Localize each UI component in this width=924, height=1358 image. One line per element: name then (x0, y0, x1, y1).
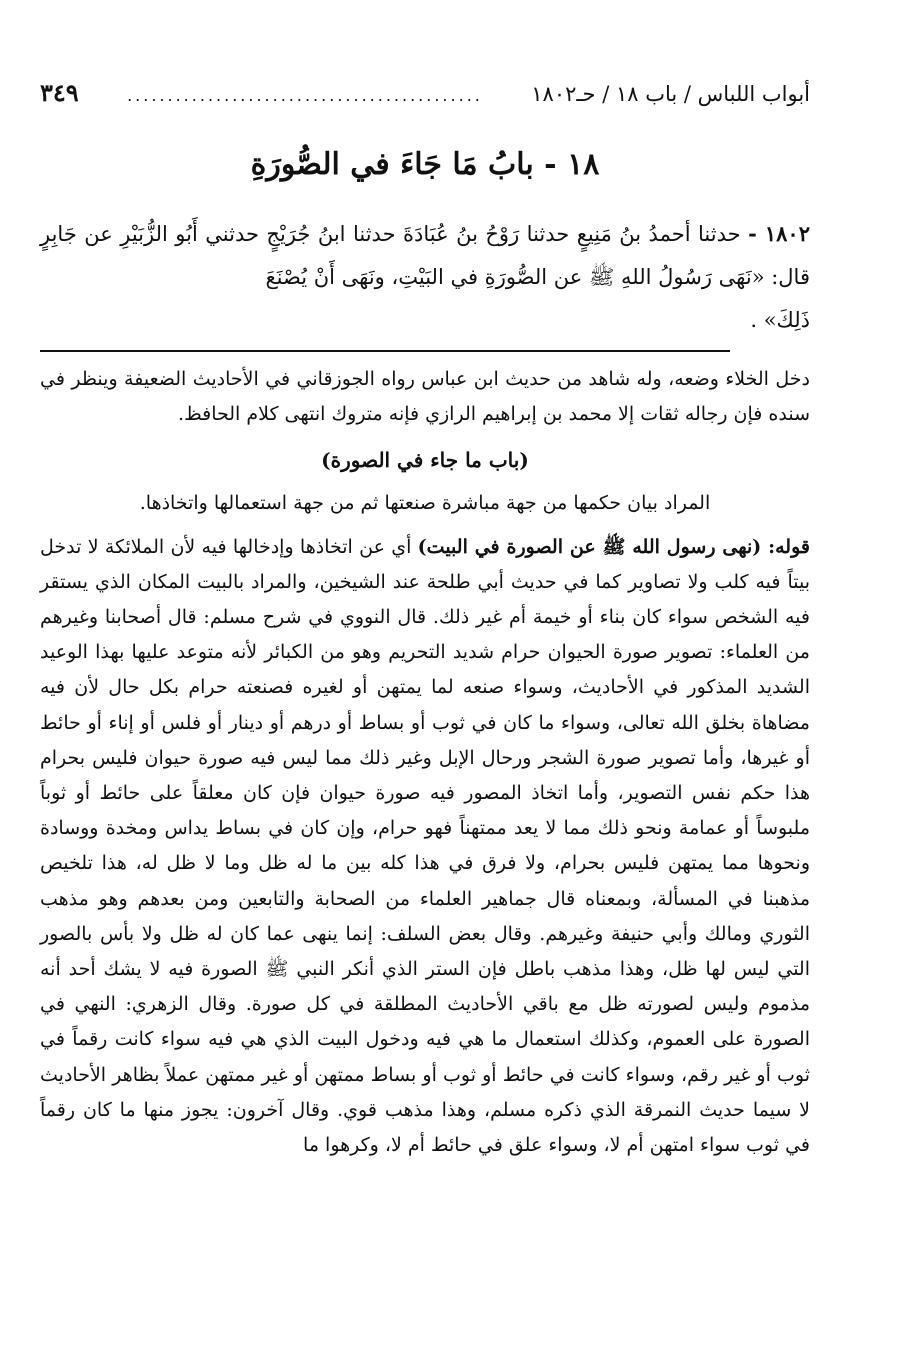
commentary-intro: دخل الخلاء وضعه، وله شاهد من حديث ابن عباس رواه الجوزقاني في الأحاديث الضعيفة وينظر في سنده فإن رجاله ثقات إلا محمد بن إبراهيم الرازي فإنه متروك انتهى كلام الحافظ. (40, 368, 810, 426)
commentary-heading: (باب ما جاء في الصورة) (321, 448, 529, 473)
hadith-text-block (40, 212, 810, 342)
commentary-block (40, 362, 810, 1163)
running-head-dot-leader: ............................................ (127, 86, 483, 105)
hadith-number: ١٨٠٢ - (748, 221, 810, 246)
book-page (40, 78, 810, 1163)
page-number: ٣٤٩ (40, 78, 79, 107)
chapter-title: ١٨ - بابُ مَا جَاءَ في الصُّورَةِ (250, 147, 600, 182)
running-head (40, 78, 810, 110)
hadith-ending: ذَلِكَ» . (750, 308, 810, 332)
commentary-lemma: قوله: (نهى رسول الله ﷺ عن الصورة في البيت) (417, 535, 810, 558)
commentary-paragraph (40, 530, 810, 1164)
running-head-title: أبواب اللباس / باب ١٨ / حـ١٨٠٢ (531, 82, 810, 106)
hadith-text: حدثنا أحمدُ بنُ مَنِيعٍ حدثنا رَوْحُ بنُ عُبَادَةَ حدثنا ابنُ جُرَيْجٍ حدثني أَبُو الزُّبَيْرِ عن جَابِرٍ قال: «نَهَى رَسُولُ اللهِ ﷺ عن الصُّورَةِ في البَيْتِ، ونَهَى أَنْ يُصْنَعَ (40, 222, 810, 289)
commentary-body: أي عن اتخاذها وإدخالها فيه لأن الملائكة لا تدخل بيتاً فيه كلب ولا تصاوير كما في حديث أبي طلحة عند الشيخين، والمراد بالبيت المكان الذي يستقر فيه الشخص سواء كان بناء أو خيمة أم غير ذلك. قال النووي في شرح مسلم: قال أصحابنا وغيرهم من العلماء: تصوير صورة الحيوان حرام شديد التحريم وهو من الكبائر لأنه متوعد عليها بهذا الوعيد الشديد المذكور في الأحاديث، وسواء صنعه لما يمتهن أو لغيره فصنعته حرام بكل حال لأن فيه مضاهاة بخلق الله تعالى، وسواء ما كان في ثوب أو بساط أو درهم أو دينار أو فلس أو إناء أو حائط أو غيرها، وأما تصوير صورة الشجر ورحال الإبل وغير ذلك مما ليس فيه صورة حيوان فليس بحرام هذا حكم نفس التصوير، وأما اتخاذ المصور فيه صورة حيوان فإن كان معلقاً على حائط أو ثوباً ملبوساً أو عمامة ونحو ذلك مما لا يعد ممتهناً فهو حرام، وإن كان في بساط يداس ومخدة ووسادة ونحوها مما يمتهن فليس بحرام، ولا فرق في هذا كله بين ما له ظل وما لا ظل له، هذا تلخيص مذهبنا في المسألة، وبمعناه قال جماهير العلماء من الصحابة والتابعين ومن بعدهم وهو مذهب الثوري ومالك وأبي حنيفة وغيرهم. وقال بعض السلف: إنما ينهى عما كان له ظل ولا بأس بالصور التي ليس لها ظل، وهذا مذهب باطل فإن الستر الذي أنكر النبي ﷺ الصورة فيه لا يشك أحد أنه مذموم وليس لصورته ظل مع باقي الأحاديث المطلقة في كل صورة. وقال الزهري: النهي في الصورة على العموم، وكذلك استعمال ما هي فيه ودخول البيت الذي هي فيه سواء كانت رقماً في ثوب أو غير رقم، وسواء كانت في حائط أو ثوب أو بساط ممتهن أو غير ممتهن عملاً بظاهر الأحاديث لا سيما حديث النمرقة الذي ذكره مسلم، وهذا مذهب قوي. وقال آخرون: يجوز منها ما كان رقماً في ثوب سواء امتهن أم لا، وسواء علق في حائط أم لا، وكرهوا ما (40, 535, 810, 1157)
commentary-purpose: المراد بيان حكمها من جهة مباشرة صنعتها ثم من جهة استعمالها واتخاذها. (139, 492, 711, 515)
footnote-divider (40, 350, 730, 352)
